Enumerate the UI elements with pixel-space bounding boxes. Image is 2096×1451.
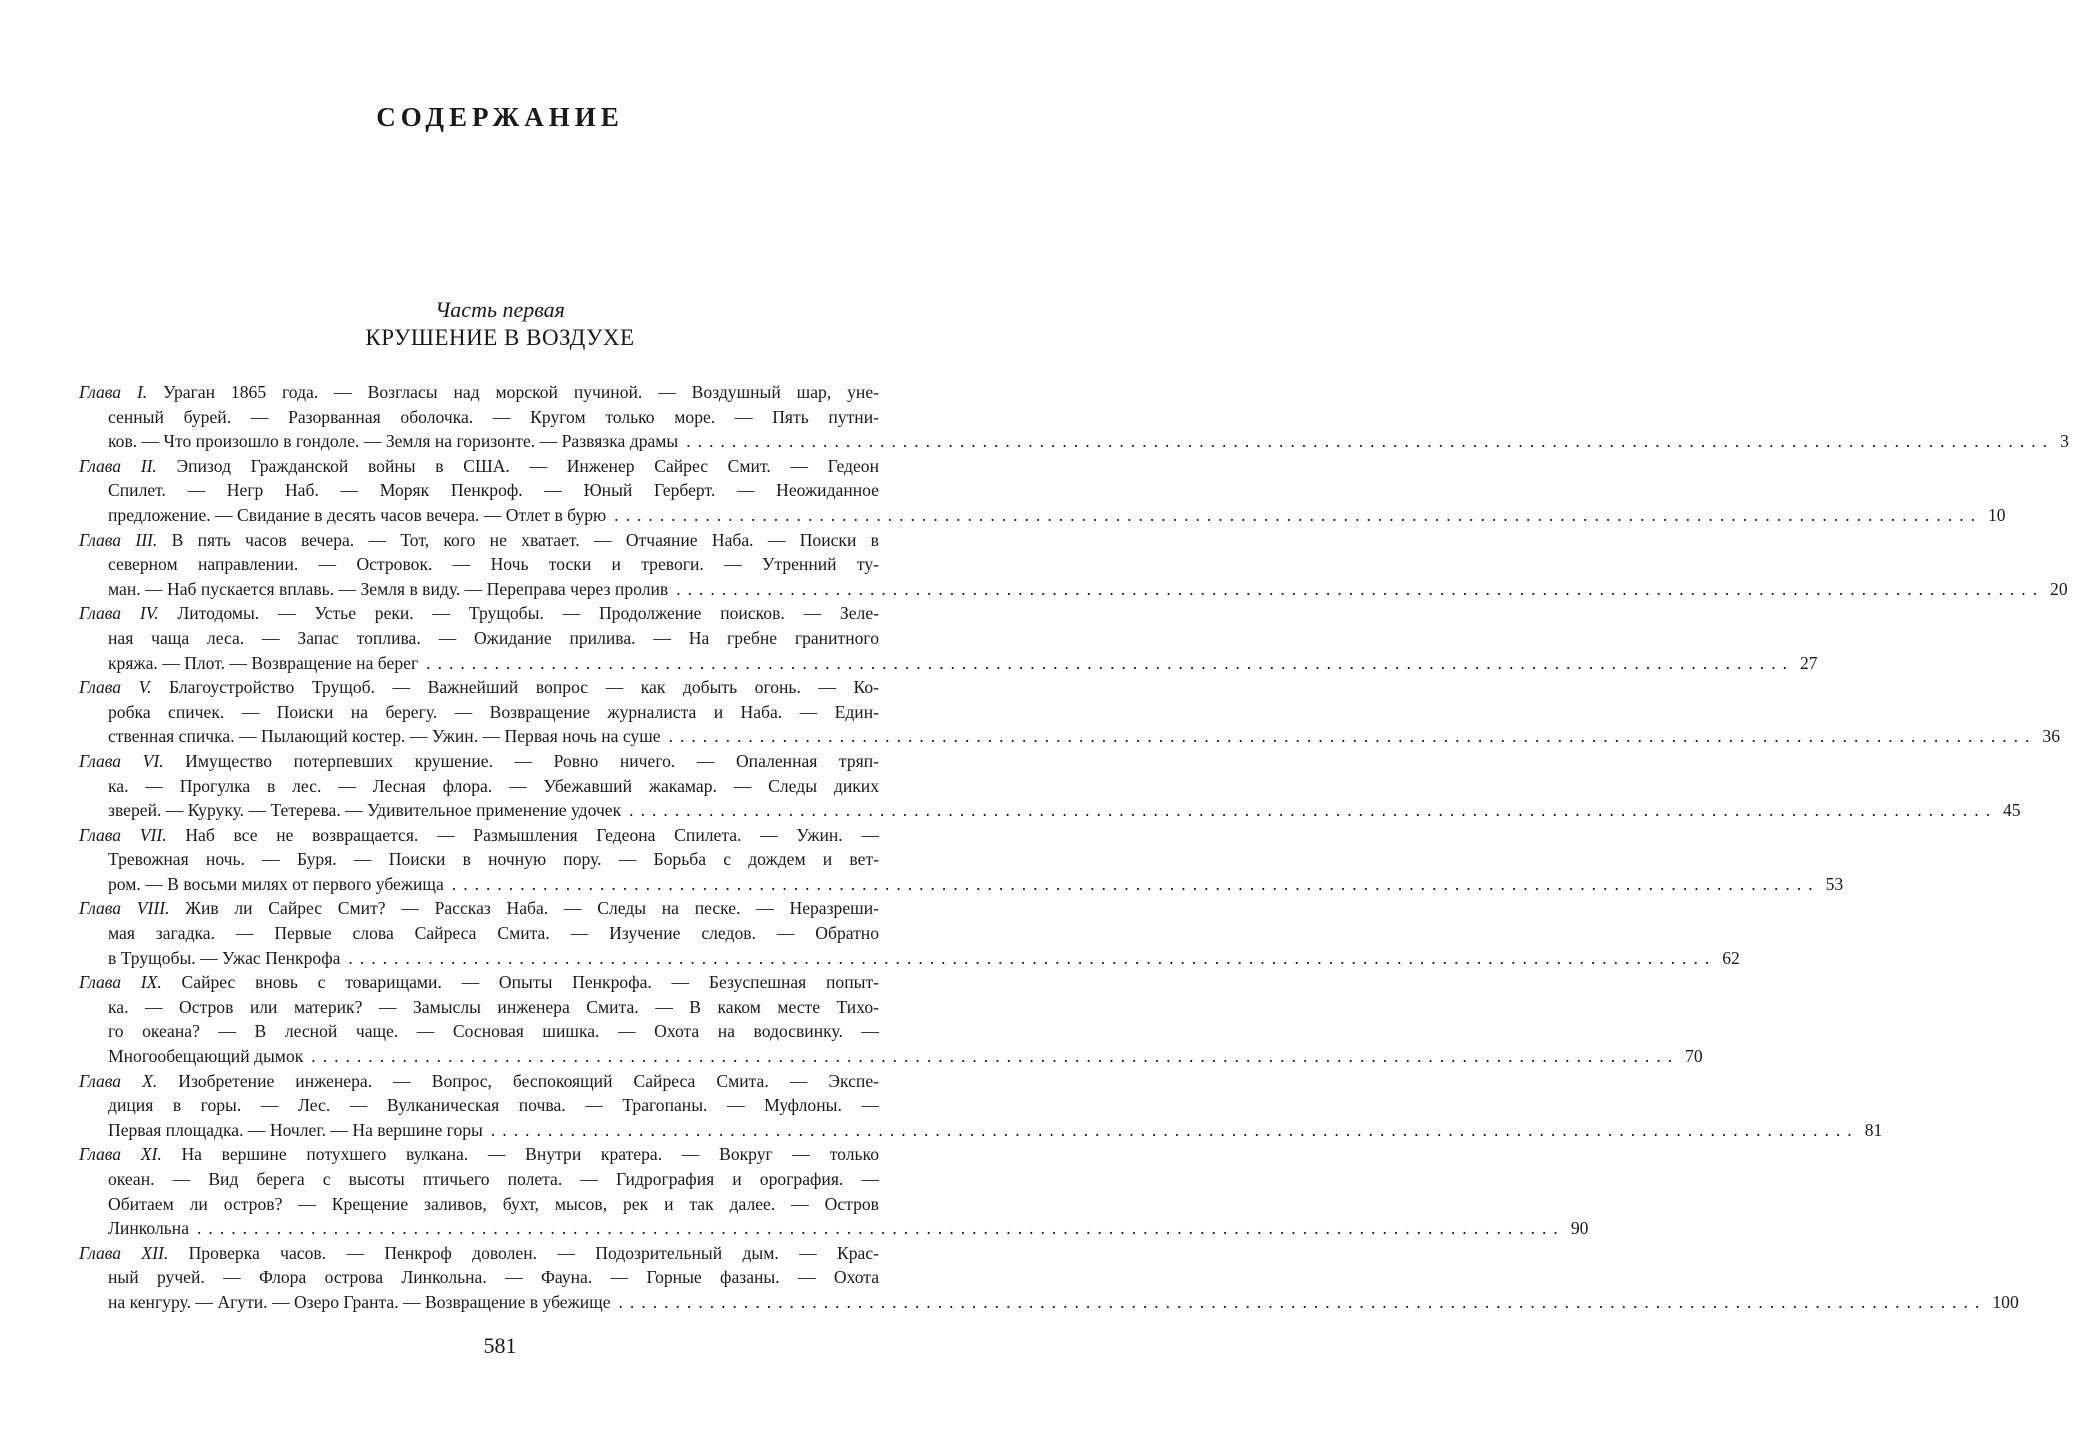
toc-entry-text: ный ручей. — Флора острова Линкольна. — Фауна. — Горные фазаны. — Охота bbox=[108, 1267, 879, 1288]
toc-entry-last-line bbox=[79, 1118, 1883, 1143]
dot-leader: ........................................................................................................................ bbox=[451, 873, 1820, 894]
toc-entry-text: сенный бурей. — Разорванная оболочка. — Кругом только море. — Пять путни- bbox=[108, 406, 879, 427]
toc-entry bbox=[79, 675, 2060, 749]
toc-entry-text: Спилет. — Негр Наб. — Моряк Пенкроф. — Юный Герберт. — Неожиданное bbox=[108, 480, 879, 501]
dot-leader: ........................................................................................................................ bbox=[676, 578, 2045, 599]
chapter-label: Глава XII. bbox=[79, 1242, 169, 1263]
chapter-label: Глава X. bbox=[79, 1070, 158, 1091]
toc-entry-line bbox=[79, 1241, 879, 1266]
toc-entry-text: Тревожная ночь. — Буря. — Поиски в ночную пору. — Борьба с дождем и вет- bbox=[108, 849, 879, 870]
toc-entry-last-line bbox=[79, 872, 1844, 897]
part-label: Часть первая bbox=[435, 297, 565, 322]
toc-entry-line bbox=[79, 675, 879, 700]
toc-entry bbox=[79, 454, 2006, 528]
dot-leader: ........................................................................................................................ bbox=[686, 431, 2055, 452]
toc-entry-line bbox=[79, 380, 879, 405]
chapter-label: Глава III. bbox=[79, 529, 158, 550]
toc-page-number: 70 bbox=[1685, 1046, 1703, 1067]
chapter-label: Глава VI. bbox=[79, 750, 164, 771]
dot-leader: ........................................................................................................................ bbox=[614, 504, 1982, 525]
toc-entry-line bbox=[79, 454, 879, 479]
toc-entry-text: ман. — Наб пускается вплавь. — Земля в виду. — Переправа через пролив bbox=[108, 578, 669, 599]
toc-entry-text: ка. — Остров или материк? — Замыслы инженера Смита. — В каком месте Тихо- bbox=[108, 996, 879, 1017]
toc-entry bbox=[79, 1142, 1589, 1240]
toc-page-number: 53 bbox=[1825, 873, 1844, 894]
toc-entry-text: Эпизод Гражданской войны в США. — Инженер Сайрес Смит. — Гедеон bbox=[156, 455, 879, 476]
chapter-label: Глава IV. bbox=[79, 603, 159, 624]
dot-leader: ........................................................................................................................ bbox=[197, 1218, 1565, 1239]
toc-entry-text: зверей. — Куруку. — Тетерева. — Удивительное применение удочек bbox=[108, 800, 622, 821]
toc-entry-line bbox=[79, 1093, 879, 1118]
toc-entry-text: Первая площадка. — Ночлег. — На вершине горы bbox=[108, 1119, 483, 1140]
toc-entry-last-line bbox=[79, 577, 2068, 602]
toc-entry-text: кряжа. — Плот. — Возвращение на берег bbox=[108, 652, 419, 673]
toc-entry-line bbox=[79, 478, 879, 503]
toc-page-number: 62 bbox=[1722, 947, 1740, 968]
dot-leader: ........................................................................................................................ bbox=[348, 947, 1717, 968]
toc-page-number: 45 bbox=[2002, 800, 2021, 821]
toc-entry-line bbox=[79, 1019, 879, 1044]
toc-entry-text: Наб все не возвращается. — Размышления Гедеона Спилета. — Ужин. — bbox=[166, 824, 879, 845]
toc-page-number: 3 bbox=[2060, 431, 2069, 452]
toc-entry-line bbox=[79, 1265, 879, 1290]
toc-entry-text: Благоустройство Трущоб. — Важнейший вопрос — как добыть огонь. — Ко- bbox=[151, 677, 879, 698]
dot-leader: ........................................................................................................................ bbox=[668, 726, 2037, 747]
toc-entry-last-line bbox=[79, 798, 2021, 823]
toc-entry-line bbox=[79, 528, 879, 553]
toc-page-number: 27 bbox=[1799, 652, 1818, 673]
chapter-label: Глава II. bbox=[79, 455, 157, 476]
toc-entry-line bbox=[79, 774, 879, 799]
toc-page-number: 36 bbox=[2042, 726, 2060, 747]
toc-entry-text: Линкольна bbox=[108, 1218, 190, 1239]
toc-entry bbox=[79, 896, 1740, 970]
toc-entry-last-line bbox=[79, 946, 1740, 971]
page-number: 581 bbox=[483, 1333, 517, 1358]
toc-entry-text: ственная спичка. — Пылающий костер. — Ужин. — Первая ночь на суше bbox=[108, 726, 661, 747]
toc-entry bbox=[79, 601, 1818, 675]
toc-page-number: 81 bbox=[1864, 1119, 1883, 1140]
toc-entry-text: диция в горы. — Лес. — Вулканическая почва. — Трагопаны. — Муфлоны. — bbox=[108, 1095, 879, 1116]
toc-entry-text: ная чаща леса. — Запас топлива. — Ожидание прилива. — На гребне гранитного bbox=[108, 627, 879, 648]
toc-entry-line bbox=[79, 1192, 879, 1217]
toc-entry-last-line bbox=[79, 724, 2060, 749]
toc-entry-text: Ураган 1865 года. — Возгласы над морской пучиной. — Воздушный шар, уне- bbox=[147, 382, 879, 402]
toc-entry-line bbox=[79, 1167, 879, 1192]
toc-entry-text: Изобретение инженера. — Вопрос, беспокоящий Сайреса Смита. — Экспе- bbox=[157, 1070, 879, 1091]
chapter-label: Глава I. bbox=[79, 382, 148, 402]
toc-page-number: 20 bbox=[2050, 578, 2068, 599]
chapter-label: Глава IX. bbox=[79, 972, 162, 993]
toc-entry bbox=[79, 1241, 2019, 1315]
page-title: СОДЕРЖАНИЕ bbox=[376, 102, 624, 132]
toc-entry-text: Жив ли Сайрес Смит? — Рассказ Наба. — Следы на песке. — Неразреши- bbox=[169, 898, 879, 919]
chapter-label: Глава VII. bbox=[79, 824, 167, 845]
toc-entry bbox=[79, 749, 2021, 823]
toc-entry-text: ром. — В восьми милях от первого убежища bbox=[108, 873, 444, 894]
toc-entry-line bbox=[79, 847, 879, 872]
toc-entry-text: Литодомы. — Устье реки. — Трущобы. — Продолжение поисков. — Зеле- bbox=[158, 603, 879, 624]
toc-entry-line bbox=[79, 601, 879, 626]
toc-page-number: 90 bbox=[1570, 1218, 1589, 1239]
toc-entry bbox=[79, 823, 1844, 897]
toc-entry-last-line bbox=[79, 1216, 1589, 1241]
toc-entry-line bbox=[79, 970, 879, 995]
dot-leader: ........................................................................................................................ bbox=[629, 800, 1997, 821]
chapter-label: Глава XI. bbox=[79, 1144, 162, 1165]
toc-entry-text: ка. — Прогулка в лес. — Лесная флора. — Убежавший жакамар. — Следы диких bbox=[108, 775, 879, 796]
toc-entry-line bbox=[79, 896, 879, 921]
dot-leader: ........................................................................................................................ bbox=[490, 1119, 1859, 1140]
dot-leader: ........................................................................................................................ bbox=[426, 652, 1794, 673]
toc-entry-line bbox=[79, 552, 879, 577]
toc-entry-line bbox=[79, 921, 879, 946]
toc-entry bbox=[79, 1069, 1883, 1143]
dot-leader: ........................................................................................................................ bbox=[618, 1291, 1987, 1312]
toc-entry-last-line bbox=[79, 429, 2069, 454]
toc-entry-text: в Трущобы. — Ужас Пенкрофа bbox=[108, 947, 341, 968]
toc-entry-text: Многообещающий дымок bbox=[108, 1046, 304, 1067]
toc-entry-line bbox=[79, 405, 879, 430]
toc-entry-text: Обитаем ли остров? — Крещение заливов, бухт, мысов, рек и так далее. — Остров bbox=[108, 1193, 879, 1214]
toc-entry-text: северном направлении. — Островок. — Ночь тоски и тревоги. — Утренний ту- bbox=[108, 554, 879, 575]
toc-entry-text: го океана? — В лесной чаще. — Сосновая шишка. — Охота на водосвинку. — bbox=[108, 1021, 879, 1042]
table-of-contents bbox=[79, 380, 2069, 1315]
toc-entry-line bbox=[79, 1069, 879, 1094]
toc-entry-text: предложение. — Свидание в десять часов вечера. — Отлет в бурю bbox=[108, 504, 607, 525]
toc-entry-text: океан. — Вид берега с высоты птичьего полета. — Гидрография и орография. — bbox=[108, 1169, 879, 1189]
toc-entry-text: В пять часов вечера. — Тот, кого не хватает. — Отчаяние Наба. — Поиски в bbox=[157, 529, 879, 550]
toc-entry-text: мая загадка. — Первые слова Сайреса Смита. — Изучение следов. — Обратно bbox=[108, 923, 879, 944]
toc-entry-text: На вершине потухшего вулкана. — Внутри кратера. — Вокруг — только bbox=[161, 1144, 879, 1165]
toc-entry-text: робка спичек. — Поиски на берегу. — Возвращение журналиста и Наба. — Един- bbox=[108, 701, 879, 722]
dot-leader: ........................................................................................................................ bbox=[311, 1046, 1680, 1067]
toc-entry-text: Имущество потерпевших крушение. — Ровно ничего. — Опаленная тряп- bbox=[163, 750, 879, 771]
toc-entry-line bbox=[79, 995, 879, 1020]
toc-entry-last-line bbox=[79, 1290, 2019, 1315]
toc-entry-line bbox=[79, 700, 879, 725]
chapter-label: Глава V. bbox=[79, 677, 152, 698]
toc-entry bbox=[79, 970, 1703, 1068]
toc-entry-line bbox=[79, 1142, 879, 1167]
toc-entry-text: на кенгуру. — Агути. — Озеро Гранта. — Возвращение в убежище bbox=[108, 1291, 611, 1312]
chapter-label: Глава VIII. bbox=[79, 898, 170, 919]
toc-page-number: 10 bbox=[1987, 504, 2006, 525]
toc-entry-last-line bbox=[79, 1044, 1703, 1069]
toc-entry-line bbox=[79, 749, 879, 774]
toc-entry bbox=[79, 380, 2069, 454]
toc-entry-line bbox=[79, 823, 879, 848]
toc-entry-last-line bbox=[79, 651, 1818, 676]
toc-entry-line bbox=[79, 626, 879, 651]
toc-page-number: 100 bbox=[1992, 1291, 2019, 1312]
toc-entry-text: Проверка часов. — Пенкроф доволен. — Подозрительный дым. — Крас- bbox=[168, 1242, 879, 1263]
part-title: КРУШЕНИЕ В ВОЗДУХЕ bbox=[365, 325, 635, 350]
toc-entry-text: Сайрес вновь с товарищами. — Опыты Пенкрофа. — Безуспешная попыт- bbox=[161, 972, 879, 993]
toc-entry bbox=[79, 528, 2068, 602]
toc-entry-last-line bbox=[79, 503, 2006, 528]
toc-entry-text: ков. — Что произошло в гондоле. — Земля на горизонте. — Развязка драмы bbox=[108, 431, 679, 452]
